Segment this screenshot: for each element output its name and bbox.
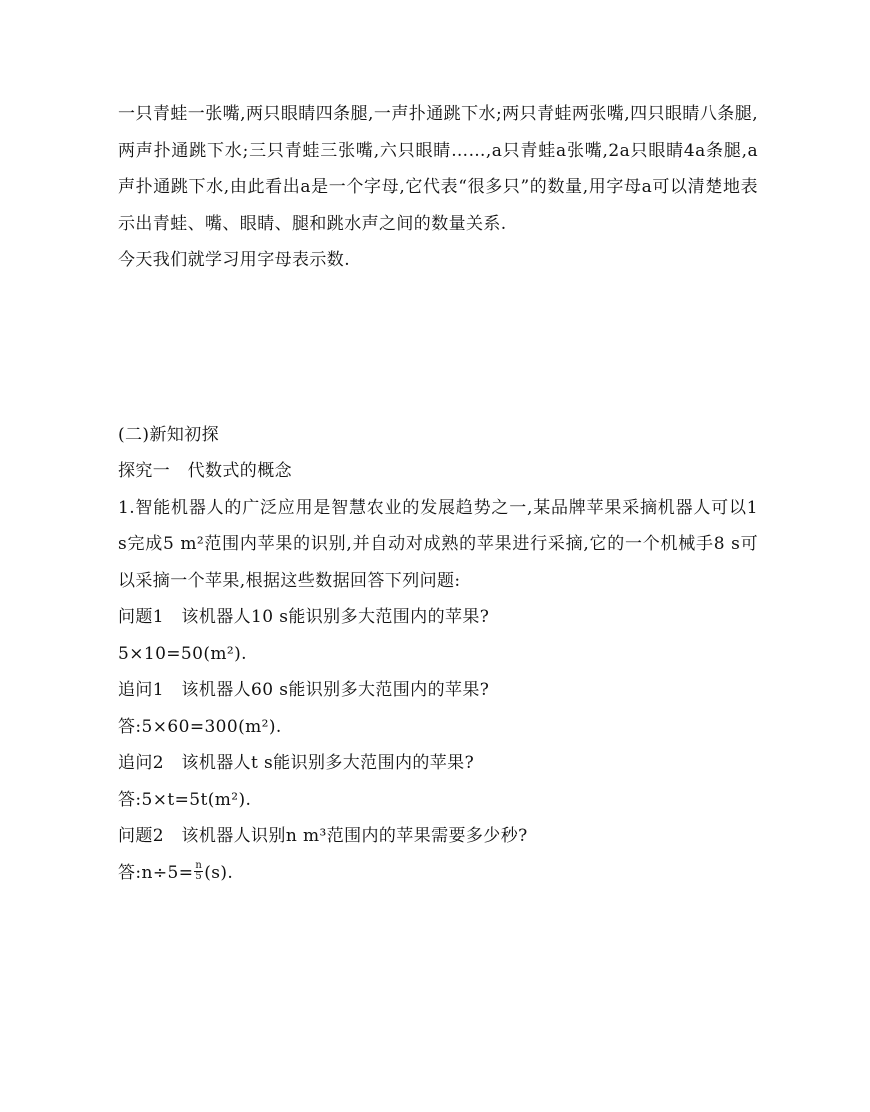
fraction-numerator: n [195,859,203,871]
follow-up-2: 追问2 该机器人t s能识别多大范围内的苹果? [118,753,475,773]
fraction-n-over-5 [194,861,203,882]
intro-today-line: 今天我们就学习用字母表示数. [118,250,351,270]
question-1: 问题1 该机器人10 s能识别多大范围内的苹果? [118,607,490,627]
follow-up-1: 追问1 该机器人60 s能识别多大范围内的苹果? [118,680,490,700]
problem-1-text: 1.智能机器人的广泛应用是智慧农业的发展趋势之一,某品牌苹果采摘机器人可以1 s完成5 m²范围内苹果的识别,并自动对成熟的苹果进行采摘,它的一个机械手8 s可以采摘一个苹果,根据这些数据回答下列问题: [118,497,758,591]
document-page [118,96,758,891]
explore-title: 探究一 代数式的概念 [118,461,292,481]
answer-2-prefix: 答:n÷5= [118,862,194,883]
blank-spacer [118,279,758,417]
answer-1: 5×10=50(m²). [118,643,247,664]
answer-2-suffix: (s). [204,862,234,883]
question-2: 问题2 该机器人识别n m³范围内的苹果需要多少秒? [118,826,528,846]
section-heading: (二)新知初探 [118,424,220,445]
follow-up-2-answer: 答:5×t=5t(m²). [118,789,252,810]
intro-paragraph: 一只青蛙一张嘴,两只眼睛四条腿,一声扑通跳下水;两只青蛙两张嘴,四只眼睛八条腿,两声扑通跳下水;三只青蛙三张嘴,六只眼睛……,a只青蛙a张嘴,2a只眼睛4a条腿,a声扑通跳下水,由此看出a是一个字母,它代表“很多只”的数量,用字母a可以清楚地表示出青蛙、嘴、眼睛、腿和跳水声之间的数量关系. [118,104,758,234]
fraction-denominator: 5 [195,870,203,882]
answer-2 [118,855,758,892]
follow-up-1-answer: 答:5×60=300(m²). [118,716,282,737]
